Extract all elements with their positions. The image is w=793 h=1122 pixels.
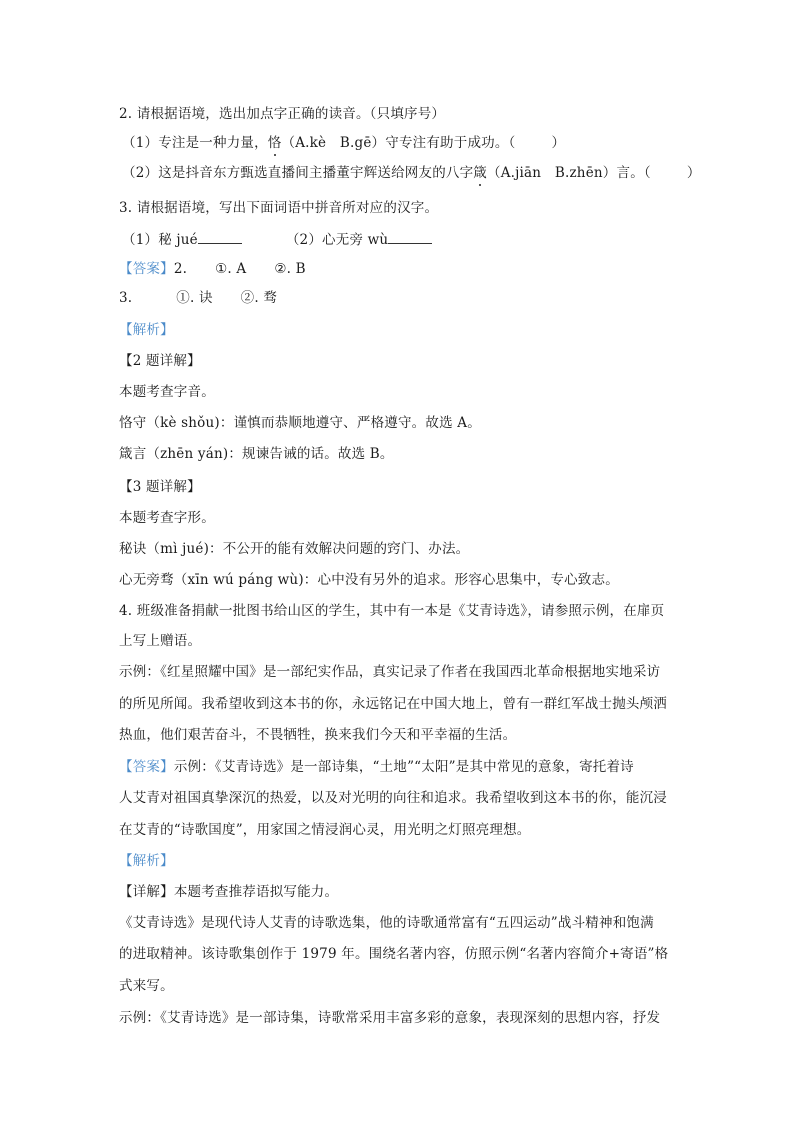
q3-item-2: （2）心无旁 wù <box>285 232 389 248</box>
q3-detail-header: 【3 题详解】 <box>119 479 201 495</box>
q3-detail-topic: 本题考查字形。 <box>119 510 215 526</box>
analysis-2-para-line-2: 的进取精神。该诗歌集创作于 1979 年。围绕名著内容，仿照示例“名著内容简介+寄语”格 <box>119 946 669 962</box>
q3-items <box>122 231 432 249</box>
q2-item-1-before: （1）专注是一种力量， <box>122 135 268 151</box>
answer-q2-a1: ①. A <box>215 261 247 277</box>
answer-2-line-1 <box>119 758 634 776</box>
q2-item-2-before: （2）这是抖音东方甄选直播间主播董宇辉送给网友的八字 <box>122 165 474 181</box>
q2-item-2-after: （A.jiān B.zhēn）言。（ <box>487 165 651 181</box>
q2-item-2-dotted-char: 箴 <box>473 165 487 181</box>
answer-q2-a2: ②. B <box>274 261 306 277</box>
analysis-2-detail <box>119 883 338 901</box>
q2-stem: 2. 请根据语境，选出加点字正确的读音。（只填序号） <box>119 106 446 122</box>
analysis-2-para-line-1: 《艾青诗选》是现代诗人艾青的诗歌选集，他的诗歌通常富有“五四运动”战斗精神和饱满 <box>119 915 654 931</box>
analysis-label: 【解析】 <box>119 322 174 338</box>
answer-1-row-q3 <box>119 289 277 307</box>
q3-detail-line-1: 秘诀（mì jué)：不公开的能有效解决问题的窍门、办法。 <box>119 541 470 557</box>
q2-item-1-dotted-char: 恪 <box>267 135 282 151</box>
detail-text: 本题考查推荐语拟写能力。 <box>173 884 339 900</box>
q3-item-1: （1）秘 jué <box>122 232 198 248</box>
q3-detail-line-2: 心无旁骛（xīn wú páng wù)：心中没有另外的追求。形容心思集中，专心致志。 <box>119 572 619 588</box>
answer-2-text-1: 示例：《艾青诗选》是一部诗集，“土地”“太阳”是其中常见的意象，寄托着诗 <box>173 759 634 775</box>
q2-detail-header: 【2 题详解】 <box>119 353 201 369</box>
answer-2-label: 【答案】 <box>119 759 174 775</box>
q2-item-2-close: ） <box>686 165 701 181</box>
q2-item-1 <box>122 134 565 152</box>
answer-q3-a2: ②. 骛 <box>240 290 278 306</box>
analysis-2-label: 【解析】 <box>119 853 174 869</box>
answer-q3-a1: ①. 诀 <box>176 290 213 306</box>
q2-detail-line-2: 箴言（zhēn yán)：规谏告诫的话。故选 B。 <box>119 446 394 462</box>
q4-example-line-1: 示例：《红星照耀中国》是一部纪实作品，真实记录了作者在我国西北革命根据地实地采访 <box>119 664 661 680</box>
analysis-2-para-line-3: 式来写。 <box>119 978 174 994</box>
q2-item-1-close: ） <box>551 135 566 151</box>
answer-2-line-2: 人艾青对祖国真挚深沉的热爱，以及对光明的向往和追求。我希望收到这本书的你，能沉浸 <box>119 790 667 806</box>
answer-q2-number: 2. <box>173 261 188 277</box>
q2-item-2 <box>122 164 701 182</box>
q2-detail-line-1: 恪守（kè shǒu)：谨慎而恭顺地遵守、严格遵守。故选 A。 <box>119 415 481 431</box>
q4-example-line-3: 热血，他们艰苦奋斗，不畏牺牲，换来我们今天和平幸福的生活。 <box>119 727 517 743</box>
q3-stem: 3. 请根据语境，写出下面词语中拼音所对应的汉字。 <box>119 200 439 216</box>
q3-item-2-blank[interactable] <box>388 231 432 244</box>
q2-item-1-after: （A.kè B.gē）守专注有助于成功。（ <box>281 135 516 151</box>
q4-stem-line-2: 上写上赠语。 <box>119 633 202 649</box>
answer-label: 【答案】 <box>119 261 174 277</box>
q4-example-line-2: 的所见所闻。我希望收到这本书的你，永远铭记在中国大地上，曾有一群红军战士抛头颅洒 <box>119 696 667 712</box>
q4-stem-line-1: 4. 班级准备捐献一批图书给山区的学生，其中有一本是《艾青诗选》，请参照示例，在扉页 <box>119 603 665 619</box>
q2-detail-topic: 本题考查字音。 <box>119 384 215 400</box>
q3-item-1-blank[interactable] <box>198 231 242 244</box>
answer-2-line-3: 在艾青的“诗歌国度”，用家国之情浸润心灵，用光明之灯照亮理想。 <box>119 822 531 838</box>
answer-q3-number: 3. <box>119 290 133 306</box>
answer-1-row-q2 <box>119 260 306 278</box>
detail-label: 【详解】 <box>119 884 174 900</box>
analysis-2-example-line-1: 示例：《艾青诗选》是一部诗集，诗歌常采用丰富多彩的意象，表现深刻的思想内容，抒发 <box>119 1010 661 1026</box>
